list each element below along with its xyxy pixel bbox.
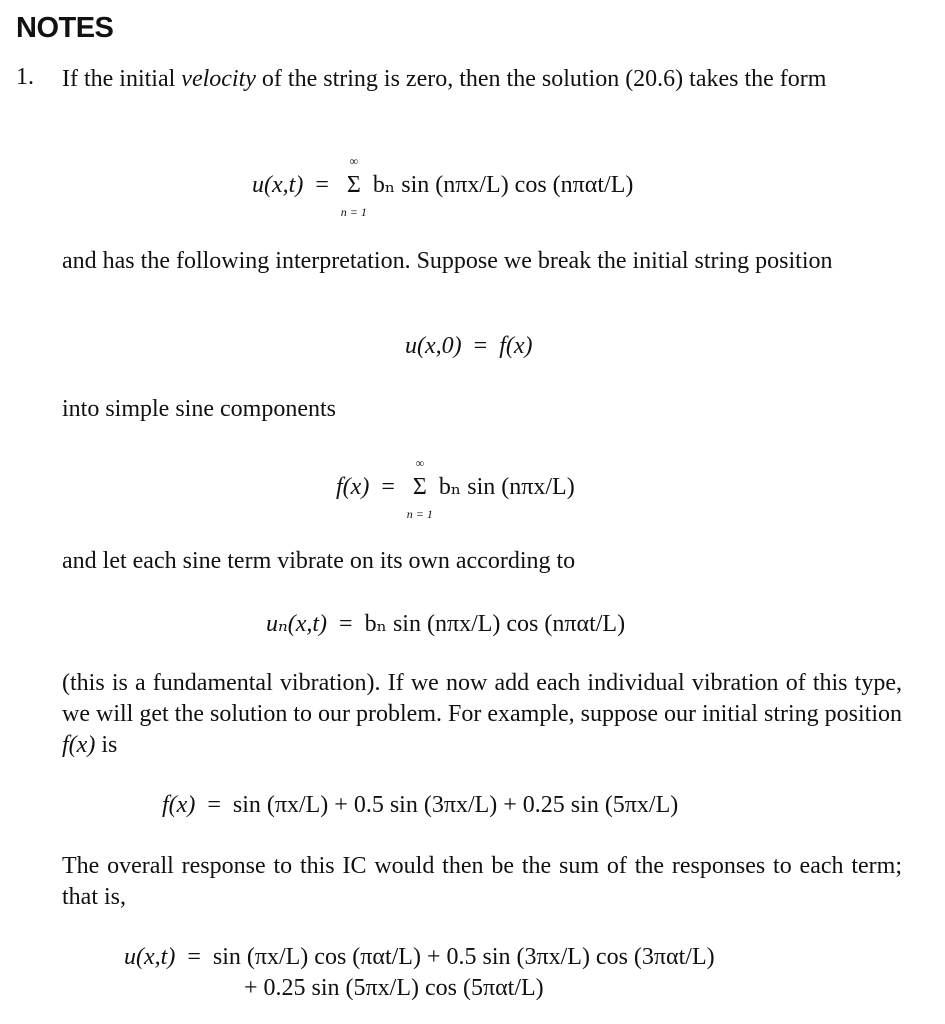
item-number: 1. bbox=[16, 64, 34, 90]
eq6-rhs-line2: + 0.25 sin (5πx/L) cos (5παt/L) bbox=[244, 975, 544, 1001]
eq1-lhs: u(x,t) bbox=[252, 172, 304, 198]
eq1-equals: = bbox=[315, 172, 329, 198]
paragraph-intro-emphasis: velocity bbox=[181, 66, 256, 92]
eq5-equals: = bbox=[207, 792, 221, 818]
eq3-lhs: f(x) bbox=[336, 474, 370, 500]
eq3-rhs: bₙ sin (nπx/L) bbox=[438, 474, 575, 500]
eq4-equals: = bbox=[339, 611, 353, 637]
paragraph-example-text-b: is bbox=[95, 732, 118, 758]
equation-example-solution-continued bbox=[244, 975, 544, 1002]
eq6-equals: = bbox=[187, 944, 201, 970]
eq4-rhs: bₙ sin (nπx/L) cos (nπαt/L) bbox=[364, 611, 626, 637]
eq1-summation bbox=[340, 154, 367, 219]
equation-fourier-series bbox=[336, 456, 575, 521]
eq3-sum-upper: ∞ bbox=[415, 456, 425, 470]
eq4-lhs: uₙ(x,t) bbox=[266, 611, 328, 637]
equation-initial-position bbox=[405, 333, 533, 360]
section-heading: NOTES bbox=[16, 12, 114, 44]
paragraph-sine-components: into simple sine components bbox=[62, 396, 336, 422]
eq1-sum-symbol: Σ bbox=[346, 172, 361, 198]
equation-fundamental-vibration bbox=[266, 609, 625, 638]
eq3-equals: = bbox=[381, 474, 395, 500]
paragraph-vibrate: and let each sine term vibrate on its own according to bbox=[62, 548, 576, 574]
eq2-equals: = bbox=[473, 333, 488, 359]
equation-general-solution bbox=[252, 154, 634, 219]
paragraph-intro bbox=[62, 64, 902, 95]
paragraph-response: The overall response to this IC would then be the sum of the responses to each term; that is, bbox=[62, 853, 902, 910]
paragraph-intro-text-a: If the initial bbox=[62, 66, 182, 92]
eq3-summation bbox=[406, 456, 433, 521]
eq6-rhs-line1: sin (πx/L) cos (παt/L) + 0.5 sin (3πx/L) cos (3παt/L) bbox=[212, 944, 715, 970]
eq2-lhs: u(x,0) bbox=[405, 333, 462, 359]
equation-example-solution bbox=[124, 944, 715, 971]
equation-example-initial bbox=[162, 792, 678, 819]
paragraph-interpretation: and has the following interpretation. Suppose we break the initial string position bbox=[62, 248, 833, 274]
paragraph-example-emphasis: f(x) bbox=[62, 732, 96, 758]
eq1-sum-lower: n = 1 bbox=[340, 205, 367, 219]
eq2-rhs: f(x) bbox=[499, 333, 533, 359]
eq1-rhs: bₙ sin (nπx/L) cos (nπαt/L) bbox=[372, 172, 634, 198]
eq5-lhs: f(x) bbox=[162, 792, 196, 818]
eq3-sum-symbol: Σ bbox=[412, 474, 427, 500]
paragraph-intro-text-b: of the string is zero, then the solution (20.6) takes the form bbox=[255, 66, 827, 92]
eq1-sum-upper: ∞ bbox=[349, 154, 359, 168]
paragraph-example bbox=[62, 668, 902, 761]
eq5-rhs: sin (πx/L) + 0.5 sin (3πx/L) + 0.25 sin (5πx/L) bbox=[232, 792, 679, 818]
paragraph-example-text-a: (this is a fundamental vibration). If we now add each individual vibration of this type, we will get the solution to our problem. For example, suppose our initial string position bbox=[62, 670, 902, 727]
eq6-lhs: u(x,t) bbox=[124, 944, 176, 970]
eq3-sum-lower: n = 1 bbox=[406, 507, 433, 521]
